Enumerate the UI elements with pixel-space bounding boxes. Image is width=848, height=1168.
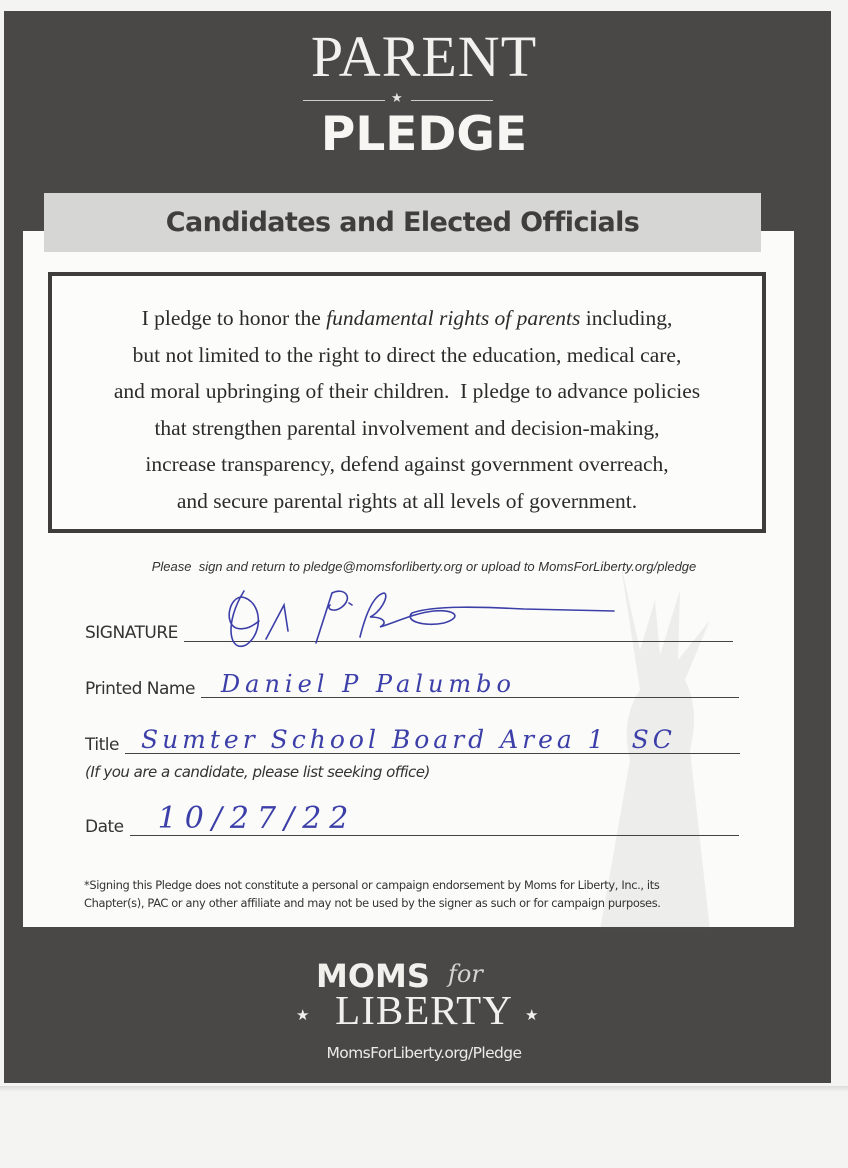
title-line[interactable] (125, 725, 740, 754)
section-heading: Candidates and Elected Officials (165, 207, 640, 238)
title-label: Title (85, 735, 119, 755)
pledge-line-1-start: I pledge to honor the (141, 306, 327, 330)
signature-line[interactable] (184, 613, 733, 642)
date-line[interactable] (130, 801, 739, 836)
title-hint: (If you are a candidate, please list seeking office) (85, 763, 430, 781)
date-field[interactable] (85, 801, 739, 837)
pledge-line-2: but not limited to the right to direct the education, medical care, (132, 342, 682, 367)
star-icon: ★ (525, 1007, 539, 1024)
date-label: Date (85, 817, 124, 837)
pledge-url-link[interactable]: MomsForLiberty.org/Pledge (326, 1044, 522, 1062)
star-icon: ★ (391, 90, 403, 105)
date-value: 10/27/22 (157, 801, 357, 836)
logo-moms: MOMS (316, 957, 430, 995)
pledge-emphasis: fundamental rights of parents (326, 306, 581, 330)
pledge-line-1 (52, 300, 762, 337)
pledge-line-4: that strengthen parental involvement and decision-making, (154, 415, 660, 440)
disclaimer-line-2: Chapter(s), PAC or any other affiliate and may not be used by the signer as such or for campaign purposes. (84, 896, 661, 910)
pledge-line-5: increase transparency, defend against government overreach, (145, 452, 669, 476)
pledge-line-1-end: including, (580, 306, 673, 330)
scan-edge (0, 1086, 848, 1092)
star-icon: ★ (296, 1007, 310, 1024)
printed-name-field[interactable] (85, 668, 739, 698)
disclaimer (84, 876, 764, 912)
signature-label: SIGNATURE (85, 623, 178, 643)
disclaimer-line-1: *Signing this Pledge does not constitute a personal or campaign endorsement by Moms for Liberty, Inc., its (84, 878, 660, 892)
section-heading-band (44, 193, 761, 252)
pledge-line-6: and secure parental rights at all levels of government. (176, 488, 638, 513)
pledge-line-3: and moral upbringing of their children. I pledge to advance policies (113, 379, 701, 403)
printed-name-label: Printed Name (85, 679, 195, 699)
printed-name-value: Daniel P Palumbo (220, 670, 516, 698)
divider-line-right (411, 100, 493, 101)
printed-name-line[interactable] (201, 669, 739, 698)
divider-line-left (303, 100, 385, 101)
title-parent: PARENT (310, 24, 538, 89)
pledge-statement-box (48, 272, 766, 533)
signature-field[interactable] (85, 612, 733, 642)
title-value: Sumter School Board Area 1 SC (140, 725, 676, 754)
title-pledge: PLEDGE (320, 107, 528, 162)
title-field[interactable] (85, 724, 740, 754)
logo-for: for (448, 960, 483, 988)
pledge-statement (52, 300, 762, 519)
title-divider (303, 90, 493, 108)
return-instructions: Please sign and return to pledge@momsforliberty.org or upload to MomsForLiberty.org/pledge (151, 559, 697, 574)
logo-liberty: LIBERTY (335, 987, 513, 1033)
